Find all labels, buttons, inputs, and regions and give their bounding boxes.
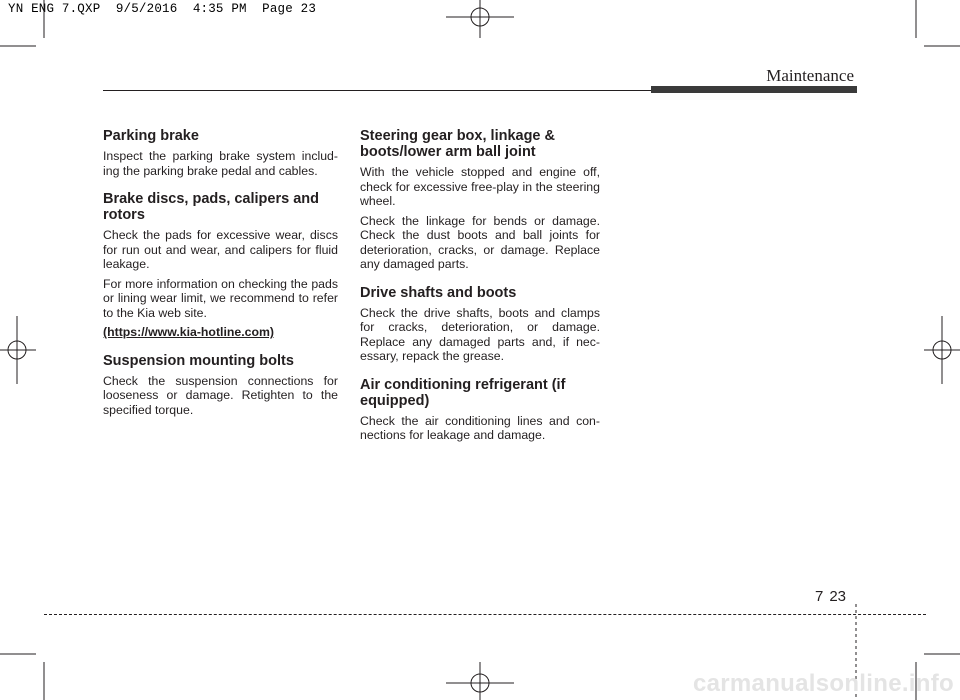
section-heading: Air conditioning refrigerant (if equipped) xyxy=(360,376,566,409)
section-heading: Drive shafts and boots xyxy=(360,284,517,301)
header-rule-bar xyxy=(651,86,857,93)
section-paragraph: With the vehicle stopped and engine off, check for excessive free-play in the steering wheel. xyxy=(360,165,600,208)
section-paragraph: Inspect the parking brake system includ-ing the parking brake pedal and cables. xyxy=(103,149,338,178)
section-title: Maintenance xyxy=(766,66,854,85)
page-number xyxy=(815,588,846,605)
steering-section xyxy=(360,128,600,272)
section-paragraph: For more information on checking the pads or lining wear limit, we recommend to refer to the Kia web site. xyxy=(103,276,338,320)
print-slug: YN ENG 7.QXP 9/5/2016 4:35 PM Page 23 xyxy=(8,2,317,16)
header-rule xyxy=(103,90,651,91)
chapter-number: 7 xyxy=(815,588,824,605)
section-paragraph: Check the air conditioning lines and con-nections for leakage and damage. xyxy=(360,413,600,442)
drive-shafts-section xyxy=(360,285,600,364)
section-paragraph: Check the pads for excessive wear, discs for run out and wear, and calipers for fluid leakage. xyxy=(103,228,338,271)
left-column xyxy=(103,128,338,430)
section-paragraph: Check the suspension connections for looseness or damage. Retighten to the specified torque. xyxy=(103,373,338,417)
right-column xyxy=(360,128,600,456)
section-paragraph: Check the drive shafts, boots and clamps for cracks, deterioration, or damage. Replace any damaged parts and, if nec-essary, repack the grease. xyxy=(360,305,600,363)
watermark: carmanualsonline.info xyxy=(692,670,954,697)
air-conditioning-section xyxy=(360,377,600,443)
section-heading: Brake discs, pads, calipers and rotors xyxy=(103,191,319,223)
footer-rule xyxy=(44,614,926,615)
section-heading: Steering gear box, linkage & boots/lower arm ball joint xyxy=(360,128,555,160)
suspension-section xyxy=(103,353,338,418)
section-heading: Parking brake xyxy=(103,128,199,144)
section-heading: Suspension mounting bolts xyxy=(103,352,294,369)
page-index: 23 xyxy=(829,588,847,605)
parking-brake-section xyxy=(103,128,338,178)
brake-discs-section xyxy=(103,191,338,340)
kia-hotline-link[interactable]: (https://www.kia-hotline.com) xyxy=(103,325,275,339)
section-paragraph: Check the linkage for bends or damage. Check the dust boots and ball joints for deterioration, cracks, or damage. Replace any damaged parts. xyxy=(360,213,600,271)
